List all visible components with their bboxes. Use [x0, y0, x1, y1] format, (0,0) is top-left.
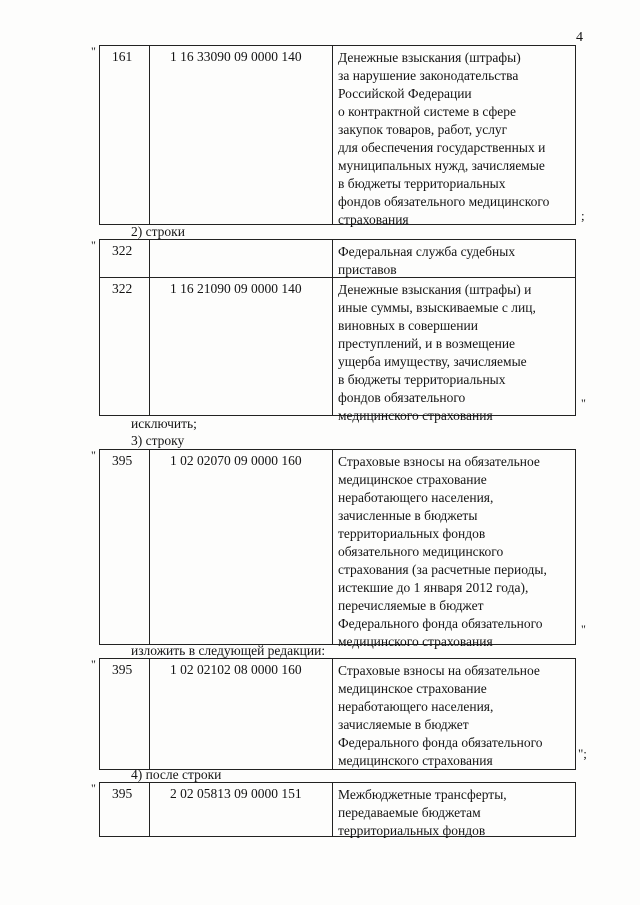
table-row: [100, 278, 575, 423]
close-quote-semicolon-mark: ";: [578, 746, 587, 761]
desc-line: истекшие до 1 января 2012 года),: [338, 580, 529, 595]
desc-line: в бюджеты территориальных: [338, 176, 506, 191]
page-number: 4: [576, 30, 583, 45]
row-description: [338, 49, 574, 229]
row-description: [338, 662, 574, 770]
desc-line: неработающего населения,: [338, 699, 494, 714]
section-label-3: 3) строку: [131, 433, 185, 448]
desc-line: муниципальных нужд, зачисляемые: [338, 158, 545, 173]
row-description: [338, 786, 574, 840]
open-quote-mark: ": [91, 238, 96, 252]
semicolon-mark: ;: [581, 208, 585, 223]
desc-line: зачисляемые в бюджет: [338, 717, 469, 732]
section-label-4: 4) после строки: [131, 767, 222, 782]
table-row: [100, 450, 575, 649]
row-kbk-code: 1 16 21090 09 0000 140: [170, 281, 302, 296]
open-quote-mark: ": [91, 781, 96, 795]
row-description: [338, 243, 574, 279]
desc-line: страхования: [338, 212, 409, 227]
row-kbk-code: 2 02 05813 09 0000 151: [170, 786, 302, 801]
desc-line: Денежные взыскания (штрафы) и: [338, 282, 532, 297]
table-row-395-old: [99, 449, 576, 649]
desc-line: для обеспечения государственных и: [338, 140, 546, 155]
restate-label: изложить в следующей редакции:: [131, 643, 326, 658]
desc-line: передаваемые бюджетам: [338, 805, 481, 820]
table-row: [100, 46, 575, 227]
desc-line: Федеральная служба судебных: [338, 244, 516, 259]
table-row: [100, 783, 575, 836]
row-number: 395: [112, 662, 133, 677]
desc-line: о контрактной системе в сфере: [338, 104, 517, 119]
open-quote-mark: ": [91, 657, 96, 671]
desc-line: перечисляемые в бюджет: [338, 598, 484, 613]
row-number: 395: [112, 453, 133, 468]
row-number: 322: [112, 243, 133, 258]
desc-line: в бюджеты территориальных: [338, 372, 506, 387]
desc-line: страхования (за расчетные периоды,: [338, 562, 547, 577]
desc-line: Страховые взносы на обязательное: [338, 454, 540, 469]
table-row-395-new: [99, 658, 576, 770]
row-number: 322: [112, 281, 133, 296]
table-row-161: [99, 45, 576, 225]
desc-line: иные суммы, взыскиваемые с лиц,: [338, 300, 536, 315]
desc-line: приставов: [338, 262, 397, 277]
table-row: [100, 240, 575, 278]
row-number: 161: [112, 49, 133, 64]
desc-line: зачисленные в бюджеты: [338, 508, 478, 523]
desc-line: Федерального фонда обязательного: [338, 616, 543, 631]
row-kbk-code: 1 16 33090 09 0000 140: [170, 49, 302, 64]
row-kbk-code: 1 02 02102 08 0000 160: [170, 662, 302, 677]
desc-line: закупок товаров, работ, услуг: [338, 122, 508, 137]
row-kbk-code: 1 02 02070 09 0000 160: [170, 453, 302, 468]
desc-line: неработающего населения,: [338, 490, 494, 505]
section-label-2: 2) строки: [131, 224, 185, 239]
desc-line: виновных в совершении: [338, 318, 478, 333]
desc-line: обязательного медицинского: [338, 544, 504, 559]
row-description: [338, 453, 574, 651]
desc-line: фондов обязательного: [338, 390, 466, 405]
desc-line: фондов обязательного медицинского: [338, 194, 550, 209]
open-quote-mark: ": [91, 44, 96, 58]
desc-line: медицинское страхование: [338, 681, 487, 696]
desc-line: преступлений, и в возмещение: [338, 336, 516, 351]
table-row-395-after: [99, 782, 576, 837]
desc-line: территориальных фондов: [338, 823, 486, 838]
table-row: [100, 659, 575, 769]
row-number: 395: [112, 786, 133, 801]
close-quote-mark: ": [581, 396, 586, 410]
desc-line: медицинского страхования: [338, 408, 493, 423]
exclude-label: исключить;: [131, 416, 197, 431]
desc-line: ущерба имуществу, зачисляемые: [338, 354, 527, 369]
desc-line: Денежные взыскания (штрафы): [338, 50, 521, 65]
desc-line: Федерального фонда обязательного: [338, 735, 543, 750]
desc-line: медицинского страхования: [338, 634, 493, 649]
desc-line: Российской Федерации: [338, 86, 472, 101]
desc-line: территориальных фондов: [338, 526, 486, 541]
desc-line: медицинское страхование: [338, 472, 487, 487]
desc-line: Межбюджетные трансферты,: [338, 787, 507, 802]
close-quote-mark: ": [581, 622, 586, 636]
desc-line: за нарушение законодательства: [338, 68, 519, 83]
table-rows-322: [99, 239, 576, 423]
open-quote-mark: ": [91, 448, 96, 462]
desc-line: медицинского страхования: [338, 753, 493, 768]
row-description: [338, 281, 574, 425]
desc-line: Страховые взносы на обязательное: [338, 663, 540, 678]
